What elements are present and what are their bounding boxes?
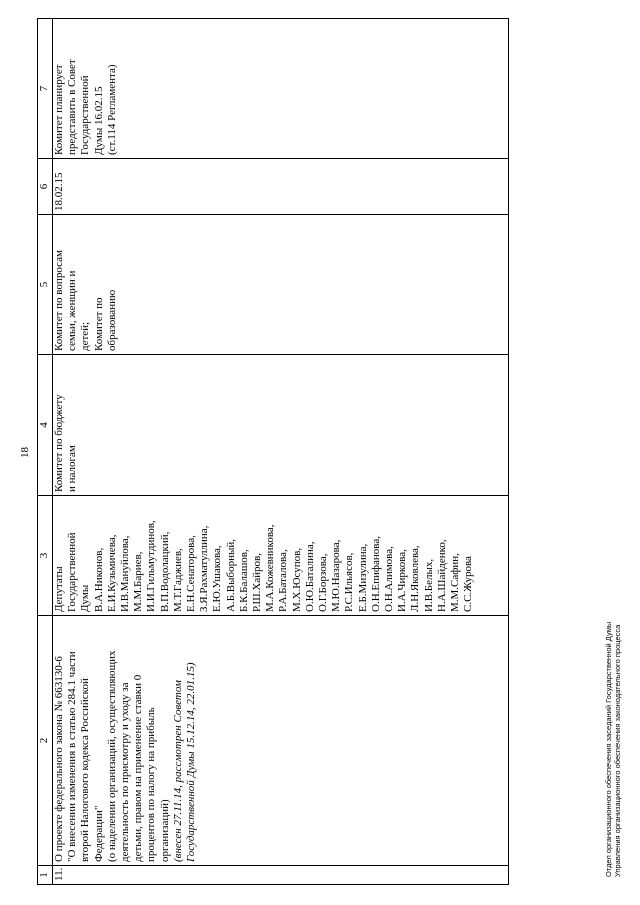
co-executor-line: Комитет по вопросам [53,250,65,351]
initiator-line: Р.С.Ильясов, [343,552,356,612]
initiator-line: И.А.Чиркова, [396,549,409,612]
initiator-line: Е.Н.Сенаторова, [185,535,198,612]
column-number: 5 [38,215,53,355]
footer-line: Управления организационного обеспечения законодательного процесса [613,624,622,877]
note-line: Комитет планирует [53,64,65,155]
initiator-line: И.И.Гильмутдинов, [145,520,158,612]
initiator-list [53,499,476,612]
initiator-line: Н.А.Шайденко, [435,539,448,612]
bill-history-line: Государственной Думы 15.12.14, 22.01.15) [185,662,198,862]
initiator-line: Е.Ю.Ушакова, [211,545,224,612]
bill-description [53,616,509,866]
bill-title-line: деятельность по присмотру и уходу за [119,682,132,862]
bill-title [53,619,172,862]
initiator-line: М.Т.Гаджиев, [171,548,184,612]
initiator-line: А.Б.Выборный, [224,539,237,612]
column-number: 7 [38,19,53,159]
initiator-line: О.Ю.Баталина, [303,541,316,612]
note [53,19,509,159]
initiator-line: Е.И.Кузьмичева, [105,534,118,612]
initiator-line: М.Х.Юсупов, [290,547,303,612]
bill-title-line: (о наделении организаций, осуществляющих [105,650,118,862]
initiator-line: Е.Б.Мизулина, [356,543,369,612]
column-number: 6 [38,159,53,215]
responsible-committee-line: Комитет по бюджету [53,394,65,492]
note-line: (ст.114 Регламента) [105,64,118,155]
column-number: 4 [38,355,53,496]
initiator-line: М.М.Сафин, [449,553,462,612]
co-executor-line: семьи, женщин и [66,270,79,351]
note-line: представить в Совет [66,59,79,155]
initiator-line: Думы [79,584,92,612]
initiator-line: В.П.Водолацкий, [158,531,171,612]
initiator-line: Л.Н.Яковлева, [409,545,422,612]
co-executor-committees [53,215,509,355]
initiator-line: Р.А.Баталова, [277,549,290,612]
footer-line: Отдел организационного обеспечения заседаний Государственной Думы [604,621,613,877]
bill-title-line: "О внесении изменения в статью 284.1 части [66,651,79,862]
bill-history-line: (внесен 27.11.14, рассмотрен Советом [171,680,184,862]
responsible-committee [53,355,509,496]
initiator-line: М.М.Бариев, [132,551,145,612]
initiator-line: С.С.Журова [462,556,475,612]
co-executor-line: образованию [105,289,118,351]
footer [604,622,622,877]
bill-title-line: детьми, правом на применение ставки 0 [132,674,145,862]
initiator-line: О.Н.Епифанова, [369,536,382,612]
bill-title-line: процентов по налогу на прибыль [145,707,158,862]
note-line: Государственной [79,75,92,155]
column-number: 1 [38,866,53,885]
page-number: 18 [19,447,31,458]
column-number-row [38,19,53,885]
bill-title-line: организаций) [158,799,171,862]
initiator-line: В.А.Никонов, [92,547,105,612]
initiator-line: Р.Ш.Хайров, [251,553,264,612]
agenda-table [37,18,509,885]
bill-title-line: второй Налогового кодекса Российской [79,678,92,862]
initiator-line: Государственной [66,532,79,612]
initiator-line: И.В.Белых, [422,558,435,612]
table-row [53,19,509,885]
initiator-line: М.А.Кожевникова, [264,524,277,612]
co-executor-line: Комитет по [92,297,105,351]
initiators [53,496,509,616]
initiator-line: З.Я.Рахматуллина, [198,525,211,612]
initiator-line: О.Н.Алимова, [383,546,396,612]
bill-history [172,619,198,862]
note-line: Думы 16.02.15 [92,86,105,155]
co-executor-line: детей; [79,321,92,351]
row-number: 11. [53,866,509,885]
column-number: 3 [38,496,53,616]
bill-title-line: Федерации" [92,805,105,862]
initiator-line: И.В.Мануйлова, [119,535,132,612]
initiator-line: О.Г.Борзова, [317,553,330,612]
initiator-line: Б.К.Балашов, [237,549,250,612]
initiator-line: Депутаты [53,566,65,612]
initiator-line: М.Ю.Назарова, [330,539,343,612]
column-number: 2 [38,616,53,866]
planned-date: 18.02.15 [53,159,509,215]
responsible-committee-line: и налогам [66,445,79,492]
bill-title-line: О проекте федерального закона № 663130-6 [53,656,65,862]
